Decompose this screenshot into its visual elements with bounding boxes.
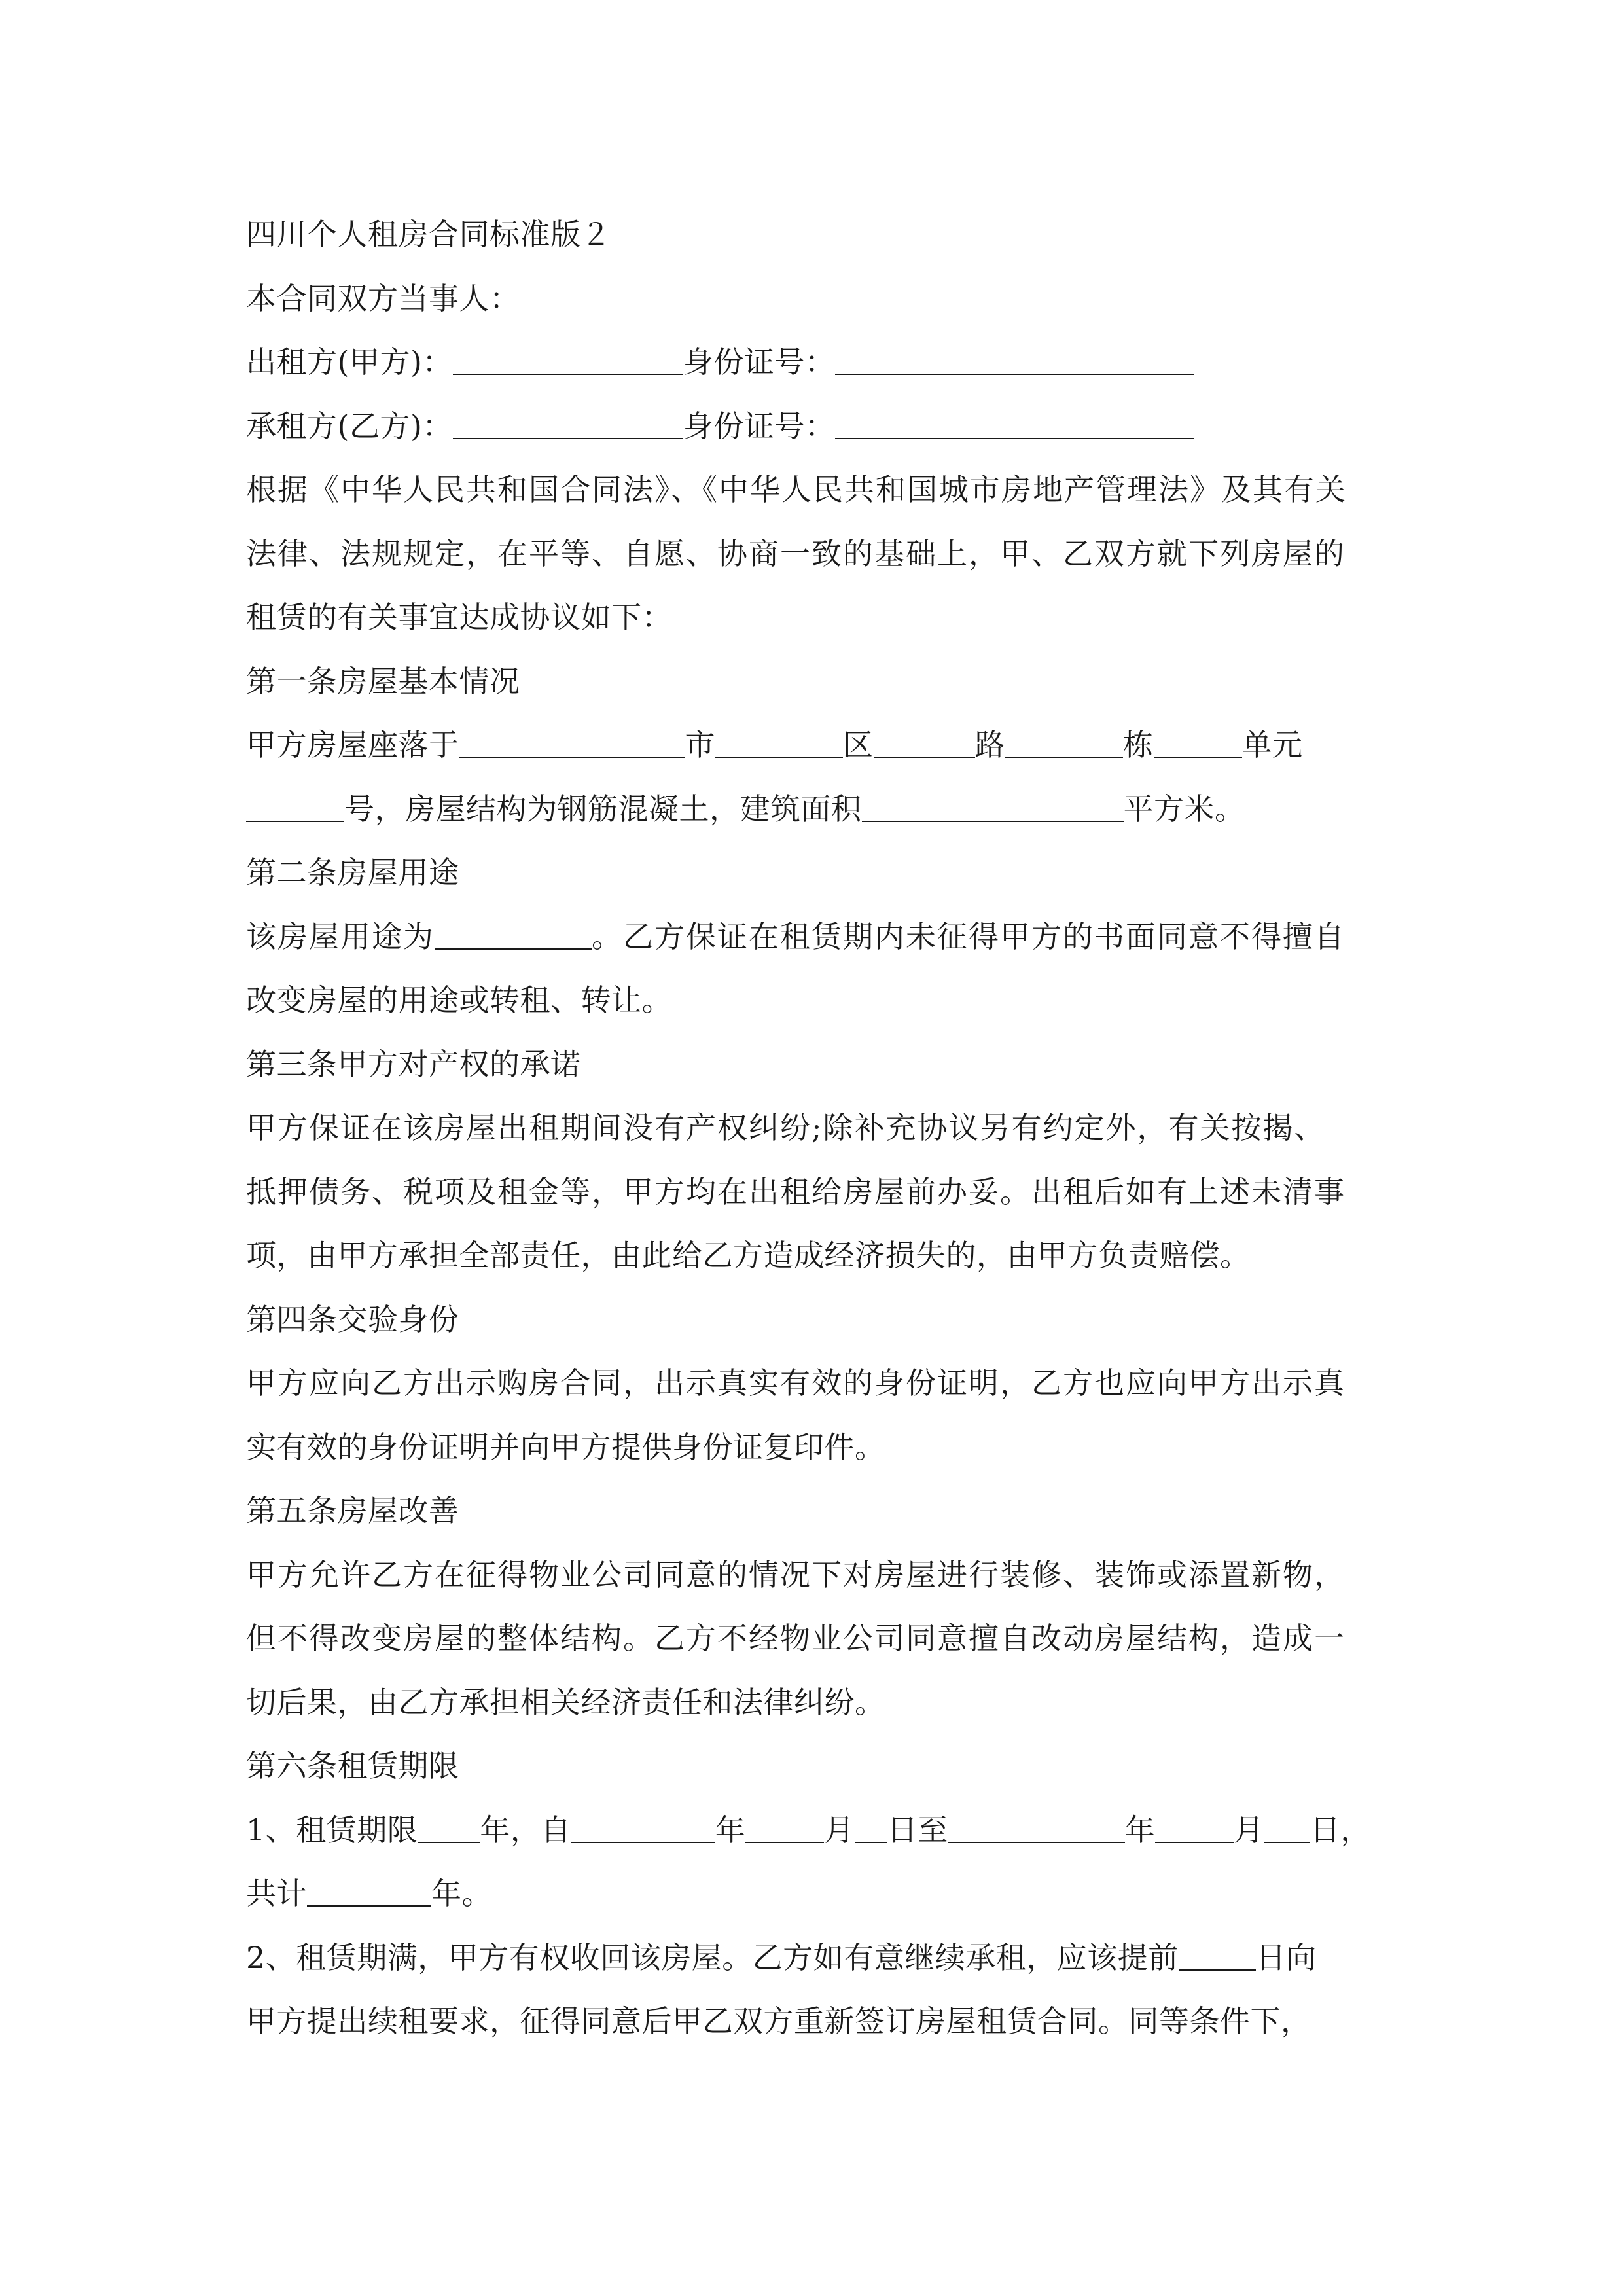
article-4-title: 第四条交验身份	[246, 1301, 459, 1337]
lessee-name-field[interactable]	[453, 412, 683, 439]
article-2-line: 改变房屋的用途或转租、转让。	[246, 982, 672, 1018]
lessee-line	[246, 395, 1385, 459]
preamble-line: 租赁的有关事宜达成协议如下：	[246, 600, 672, 635]
lessee-label: 承租方(乙方)：	[246, 408, 453, 444]
article-6-line: 共计 年。	[246, 1876, 492, 1911]
article-6-line: 2、租赁期满，甲方有权收回该房屋。乙方如有意继续承租，应该提前 日向	[246, 1939, 1317, 1975]
start-day-field[interactable]	[855, 1816, 887, 1843]
article-3-title: 第三条甲方对产权的承诺	[246, 1046, 581, 1082]
article-4-line: 甲方应向乙方出示购房合同，出示真实有效的身份证明，乙方也应向甲方出示真	[246, 1365, 1346, 1401]
road-field[interactable]	[874, 730, 975, 758]
area-field[interactable]	[862, 795, 1124, 822]
lessor-line	[246, 331, 1385, 395]
city-field[interactable]	[459, 730, 685, 758]
start-month-field[interactable]	[745, 1816, 824, 1843]
start-year-field[interactable]	[571, 1816, 715, 1843]
end-day-field[interactable]	[1264, 1816, 1310, 1843]
article-3-line: 项，由甲方承担全部责任，由此给乙方造成经济损失的，由甲方负责赔偿。	[246, 1238, 1251, 1273]
article-1-line: 号，房屋结构为钢筋混凝土，建筑面积 平方米。	[246, 778, 1385, 842]
building-field[interactable]	[1005, 730, 1123, 758]
lessor-id-label: 身份证号：	[683, 344, 836, 380]
end-year-field[interactable]	[948, 1816, 1125, 1843]
article-5-line: 但不得改变房屋的整体结构。乙方不经物业公司同意擅自改动房屋结构，造成一	[246, 1621, 1346, 1656]
lessor-label: 出租方(甲方)：	[246, 344, 453, 380]
lessor-id-field[interactable]	[835, 348, 1194, 375]
end-month-field[interactable]	[1155, 1816, 1234, 1843]
parties-intro: 本合同双方当事人：	[246, 280, 520, 316]
article-6-line: 1、租赁期限 年，自 年 月 日至 年 月 日，	[246, 1812, 1371, 1848]
document-title: 四川个人租房合同标准版２	[246, 217, 611, 252]
lessor-name-field[interactable]	[453, 348, 683, 375]
preamble-line: 根据《中华人民共和国合同法》、《中华人民共和国城市房地产管理法》及其有关	[246, 472, 1347, 507]
article-2-line: 该房屋用途为 。乙方保证在租赁期内未征得甲方的书面同意不得擅自	[246, 918, 1346, 954]
district-field[interactable]	[715, 730, 843, 758]
usage-field[interactable]	[435, 922, 592, 950]
unit-field[interactable]	[1154, 730, 1242, 758]
article-2-title: 第二条房屋用途	[246, 855, 459, 890]
article-3-line: 抵押债务、税项及租金等，甲方均在出租给房屋前办妥。出租后如有上述未清事	[246, 1174, 1346, 1210]
lessee-id-label: 身份证号：	[683, 408, 836, 444]
lease-years-field[interactable]	[418, 1816, 480, 1843]
preamble-line: 法律、法规规定，在平等、自愿、协商一致的基础上，甲、乙双方就下列房屋的	[246, 535, 1346, 571]
article-1-title: 第一条房屋基本情况	[246, 663, 520, 699]
article-3-line: 甲方保证在该房屋出租期间没有产权纠纷;除补充协议另有约定外，有关按揭、	[246, 1110, 1326, 1145]
notice-days-field[interactable]	[1179, 1943, 1256, 1971]
article-5-line: 甲方允许乙方在征得物业公司同意的情况下对房屋进行装修、装饰或添置新物，	[246, 1556, 1346, 1592]
article-1-line: 甲方房屋座落于 市 区 路 栋 单元	[246, 727, 1303, 762]
article-6-line: 甲方提出续租要求，征得同意后甲乙双方重新签订房屋租赁合同。同等条件下，	[246, 2003, 1311, 2039]
total-years-field[interactable]	[307, 1879, 431, 1907]
article-6-title: 第六条租赁期限	[246, 1748, 459, 1784]
article-5-line: 切后果，由乙方承担相关经济责任和法律纠纷。	[246, 1684, 885, 1720]
lessee-id-field[interactable]	[835, 412, 1194, 439]
article-5-title: 第五条房屋改善	[246, 1493, 459, 1528]
contract-page	[246, 203, 1385, 2054]
article-4-line: 实有效的身份证明并向甲方提供身份证复印件。	[246, 1429, 885, 1465]
room-number-field[interactable]	[246, 795, 344, 822]
